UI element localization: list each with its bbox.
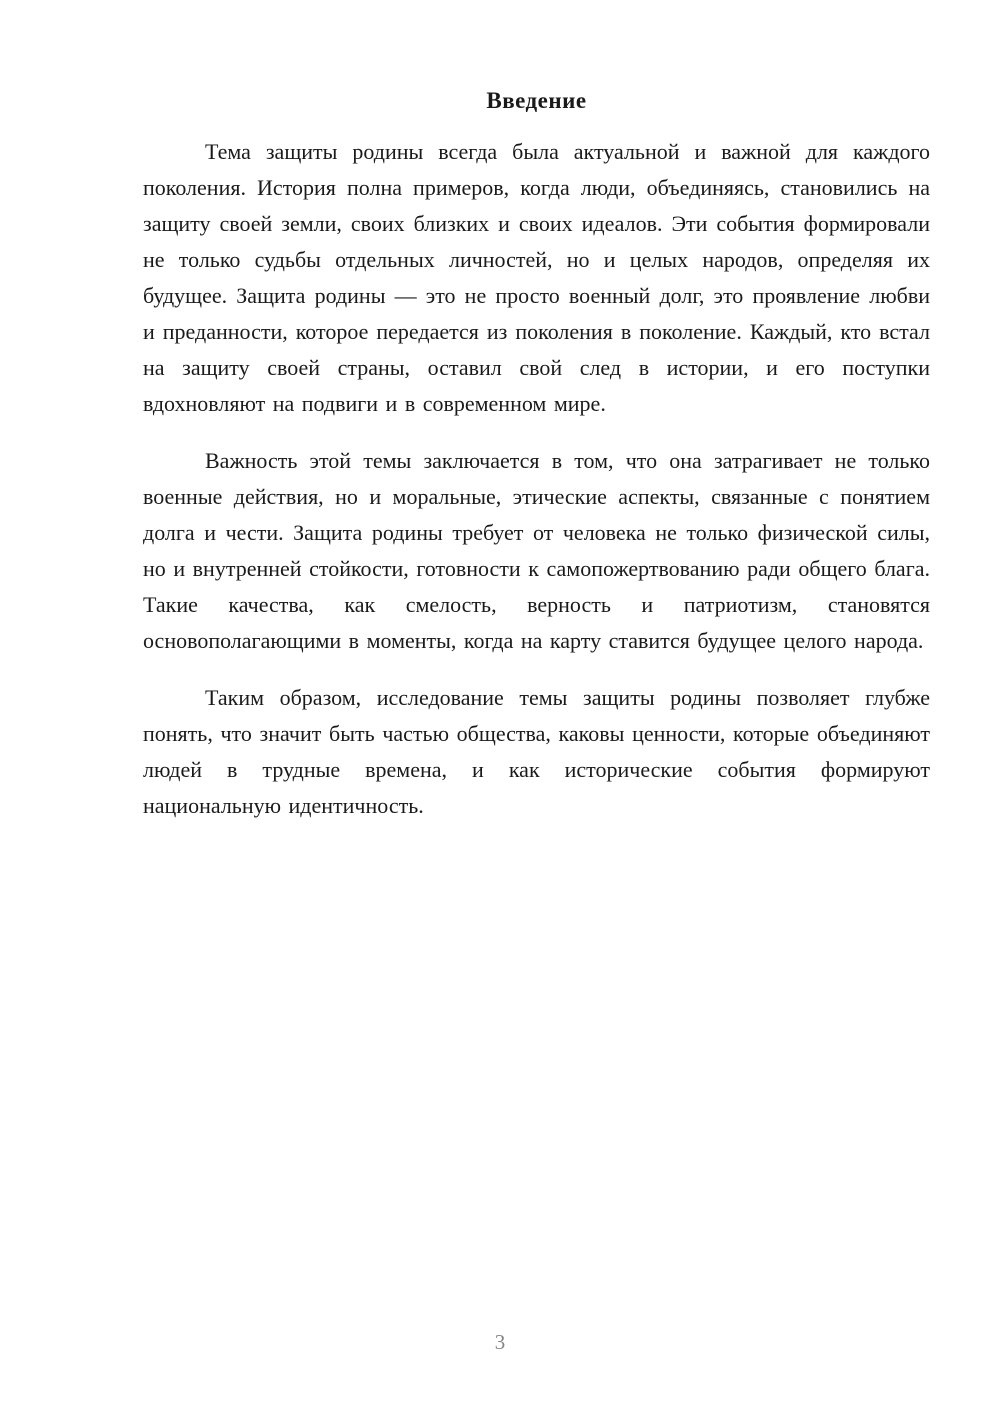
page-title: Введение	[486, 88, 587, 113]
page-number: 3	[494, 1330, 506, 1354]
paragraph-2: Важность этой темы заключается в том, что она затрагивает не только военные действия, но и моральные, этические аспекты, связанные с понятием долга и чести. Защита родины требует от человека не только физической силы, но и внутренней стойкости, готовности к самопожертвованию ради общего блага. Такие качества, как смелость, верность и патриотизм, становятся основополагающими в моменты, когда на карту ставится будущее целого народа.	[143, 448, 930, 653]
paragraph-1: Тема защиты родины всегда была актуальной и важной для каждого поколения. История полна примеров, когда люди, объединяясь, становились на защиту своей земли, своих близких и своих идеалов. Эти события формировали не только судьбы отдельных личностей, но и целых народов, определяя их будущее. Защита родины — это не просто военный долг, это проявление любви и преданности, которое передается из поколения в поколение. Каждый, кто встал на защиту своей страны, оставил свой след в истории, и его поступки вдохновляют на подвиги и в современном мире.	[143, 139, 930, 416]
paragraph-3: Таким образом, исследование темы защиты родины позволяет глубже понять, что значит быть частью общества, каковы ценности, которые объединяют людей в трудные времена, и как исторические события формируют национальную идентичность.	[143, 685, 930, 818]
